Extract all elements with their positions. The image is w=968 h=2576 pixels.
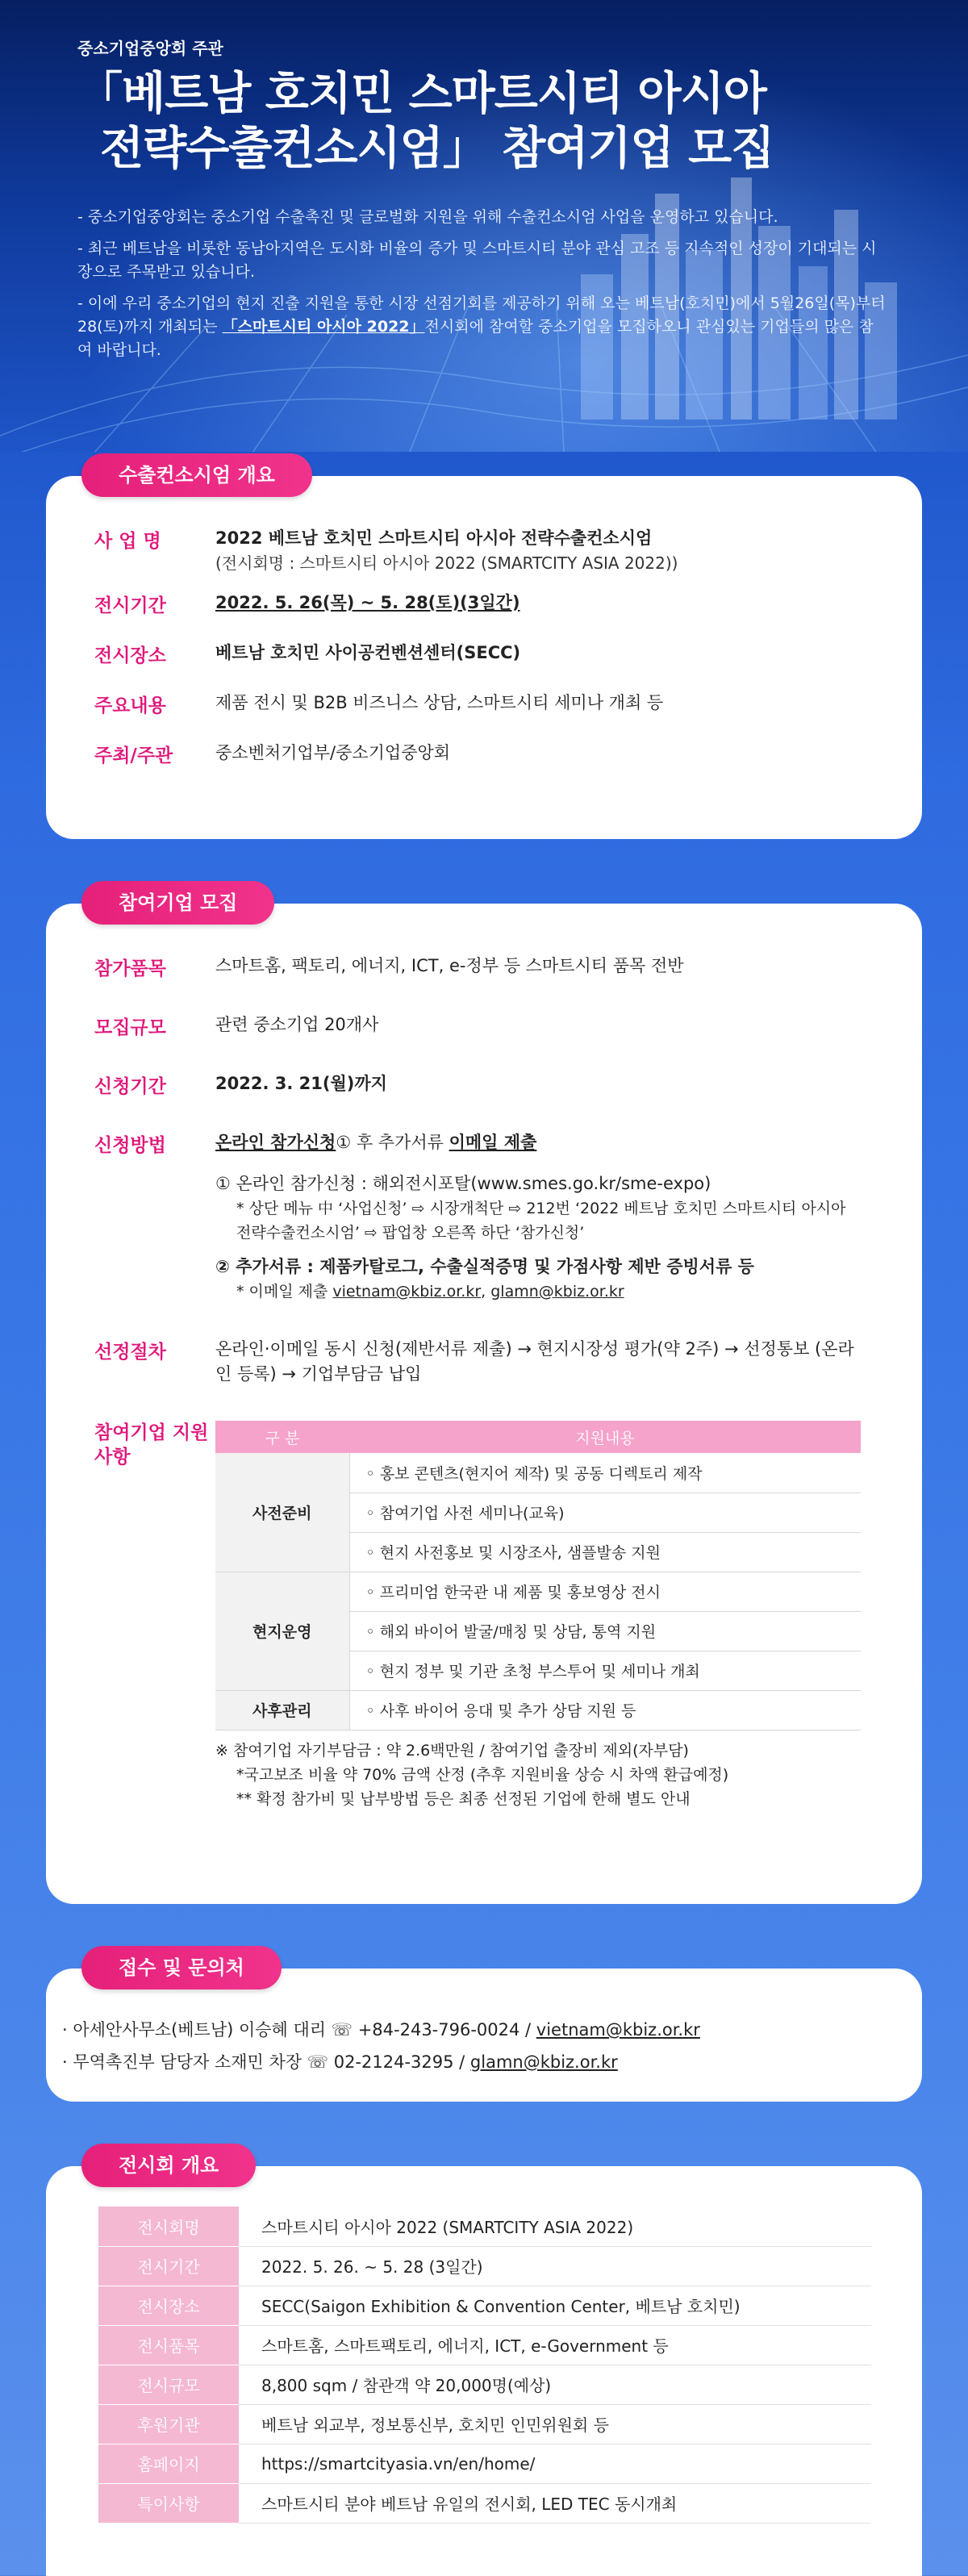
contact-email-glamn[interactable]: glamn@kbiz.or.kr	[469, 2052, 618, 2072]
table-row: 전시장소 SECC(Saigon Exhibition & Convention Center, 베트남 호치민)	[98, 2286, 871, 2325]
support-notes: ※ 참여기업 자기부담금 : 약 2.6백만원 / 참여기업 출장비 제외(자부담) *국고보조 비율 약 70% 금액 산정 (추후 지원비율 상승 시 차액 환급예정) ** 확정 참가비 및 납부방법 등은 최종 선정된 기업에 한해 별도 안내	[215, 1741, 729, 1808]
overview-card	[46, 476, 922, 839]
recruit-section	[46, 891, 922, 1904]
support-table	[215, 1421, 861, 1731]
overview-row: 주최/주관 중소벤처기업부/중소기업중앙회	[94, 743, 451, 766]
table-row: ◦ 해외 바이어 발굴/매칭 및 상담, 통역 지원	[215, 1611, 861, 1651]
organizer-label: 중소기업중앙회 주관	[77, 39, 223, 58]
table-row: 전시기간 2022. 5. 26. ~ 5. 28 (3일간)	[98, 2246, 871, 2286]
expo-highlight: 「스마트시티 아시아 2022」	[222, 318, 425, 336]
title-line-1: 「베트남 호치민 스마트시티 아시아	[77, 68, 766, 120]
overview-row: 사 업 명 2022 베트남 호치민 스마트시티 아시아 전략수출컨소시엄 (전시회명 : 스마트시티 아시아 2022 (SMARTCITY ASIA 2022))	[94, 528, 678, 573]
table-row: 전시회명 스마트시티 아시아 2022 (SMARTCITY ASIA 2022)	[98, 2207, 871, 2246]
table-row: 전시규모 8,800 sqm / 참관객 약 20,000명(예상)	[98, 2365, 871, 2404]
table-row: ◦ 참여기업 사전 세미나(교육)	[215, 1493, 861, 1532]
overview-section	[46, 464, 922, 839]
email-link-vietnam[interactable]: vietnam@kbiz.or.kr	[332, 1283, 482, 1301]
hero-banner	[0, 0, 968, 452]
contact-line: · 아세안사무소(베트남) 이승혜 대리 ☏ +84-243-796-0024 / vietnam@kbiz.or.kr	[62, 2020, 700, 2040]
table-header: 구 분 지원내용	[215, 1421, 861, 1453]
overview-row: 전시기간 2022. 5. 26(목) ~ 5. 28(토)(3일간)	[94, 593, 520, 616]
table-row: 후원기관 베트남 외교부, 정보통신부, 호치민 인민위원회 등	[98, 2404, 871, 2444]
email-link-glamn[interactable]: glamn@kbiz.or.kr	[490, 1283, 624, 1301]
table-row: 특이사항 스마트시티 분야 베트남 유일의 전시회, LED TEC 동시개최	[98, 2483, 871, 2523]
intro-item: - 이에 우리 중소기업의 현지 진출 지원을 통한 시장 선점기회를 제공하기 위해 오는 베트남(호치민)에서 5월26일(목)부터 28(토)까지 개최되는 「스마트시티 아시아 2022」전시회에 참여할 중소기업을 모집하오니 관심있는 기업들의 많은 참여 바랍니다.	[77, 294, 886, 359]
expo-table	[98, 2207, 871, 2524]
overview-row: 전시장소 베트남 호치민 사이공컨벤션센터(SECC)	[94, 643, 521, 666]
contact-email-vietnam[interactable]: vietnam@kbiz.or.kr	[536, 2020, 700, 2040]
table-row: ◦ 현지 사전홍보 및 시장조사, 샘플발송 지원	[215, 1532, 861, 1572]
intro-item: - 중소기업중앙회는 중소기업 수출촉진 및 글로벌화 지원을 위해 수출컨소시엄 사업을 운영하고 있습니다.	[77, 208, 778, 226]
table-row: 전시품목 스마트홈, 스마트팩토리, 에너지, ICT, e-Government 등	[98, 2325, 871, 2365]
title-line-2: 전략수출컨소시엄」 참여기업 모집	[100, 123, 774, 175]
page-title	[77, 67, 887, 177]
contact-tag: 접수 및 문의처	[81, 1946, 282, 1989]
overview-row: 주요내용 제품 전시 및 B2B 비즈니스 상담, 스마트시티 세미나 개최 등	[94, 693, 664, 716]
table-row: 홈페이지 https://smartcityasia.vn/en/home/	[98, 2444, 871, 2483]
contact-line: · 무역촉진부 담당자 소재민 차장 ☏ 02-2124-3295 / glamn@kbiz.or.kr	[62, 2052, 618, 2072]
intro-list	[77, 206, 887, 362]
recruit-card: 참가품목 스마트홈, 팩토리, 에너지, ICT, e-정부 등 스마트시티 품목 전반 모집규모 관련 중소기업 20개사 신청기간 2022. 3. 21(월)까지 신청방법 온라인 참가신청① 후 추가서류 이메일 제출 ① 온라인 참가신청 : 해외전시포탈(www.smes.go.kr/sme-expo) * 상단 메뉴 中 ‘사업신청’ ⇨ 시장개척단 ⇨ 212번 ‘2022 베트남 호치민 스마트시티 아시아 전략수출컨소시엄’ ⇨ 팝업창 오른쪽 하단 ‘참가신청’ ② 추가서류 : 제품카탈로그, 수출실적증명 및 가점사항 제반 증빙서류 등 * 이메일 제출 vietnam@kbiz.or.kr, glamn@kbiz.or.kr 선정절차 온라인·이메일 동시 신청(제반서류 제출) → 현지시장성 평가(약 2주) → 선정통보 (온라인 등록) → 기업부담금 납입 참여기업 지원사항 구 분 지원내용 사전준비 ◦ 홍보 콘텐츠(현지어 제작) 및 공동 디렉토리 제작 ◦ 참여기업 사전 세미나(교육) ◦ 현지 사전홍보 및 시장조사, 샘플발송 지원 현지운영 ◦ 프리미엄 한국관 내 제품 및 홍보영상 전시 ◦ 해외 바이어 발굴/매칭 및 상담, 통역 지원 ◦ 현지 정부 및 기관 초청 부스투어 및 세미나 개최 사후관리 ◦ 사후 바이어 응대 및 추가 상담 지원 등 ※ 참여기업 자기부담금 : 약 2.6백만원 / 참여기업 출장비 제외(자부담) *국고보조 비율 약 70% 금액 산정 (추후 지원비율 상승 시 차액 환급예정) ** 확정 참가비 및 납부방법 등은 최종 선정된 기업에 한해 별도 안내	[46, 904, 922, 1904]
expo-section	[46, 2154, 922, 2576]
contact-section	[46, 1956, 922, 2102]
expo-homepage-link[interactable]: https://smartcityasia.vn/en/home/	[239, 2444, 871, 2483]
recruit-tag: 참여기업 모집	[81, 881, 274, 925]
overview-tag: 수출컨소시엄 개요	[81, 453, 312, 497]
table-row: 현지운영 ◦ 프리미엄 한국관 내 제품 및 홍보영상 전시	[215, 1572, 861, 1611]
table-row: ◦ 현지 정부 및 기관 초청 부스투어 및 세미나 개최	[215, 1651, 861, 1690]
table-row: 사전준비 ◦ 홍보 콘텐츠(현지어 제작) 및 공동 디렉토리 제작	[215, 1453, 861, 1493]
expo-tag: 전시회 개요	[81, 2144, 256, 2187]
table-row: 사후관리 ◦ 사후 바이어 응대 및 추가 상담 지원 등	[215, 1690, 861, 1730]
expo-card	[46, 2166, 922, 2576]
intro-item: - 최근 베트남을 비롯한 동남아지역은 도시화 비율의 증가 및 스마트시티 분야 관심 고조 등 지속적인 성장이 기대되는 시장으로 주목받고 있습니다.	[77, 240, 877, 281]
